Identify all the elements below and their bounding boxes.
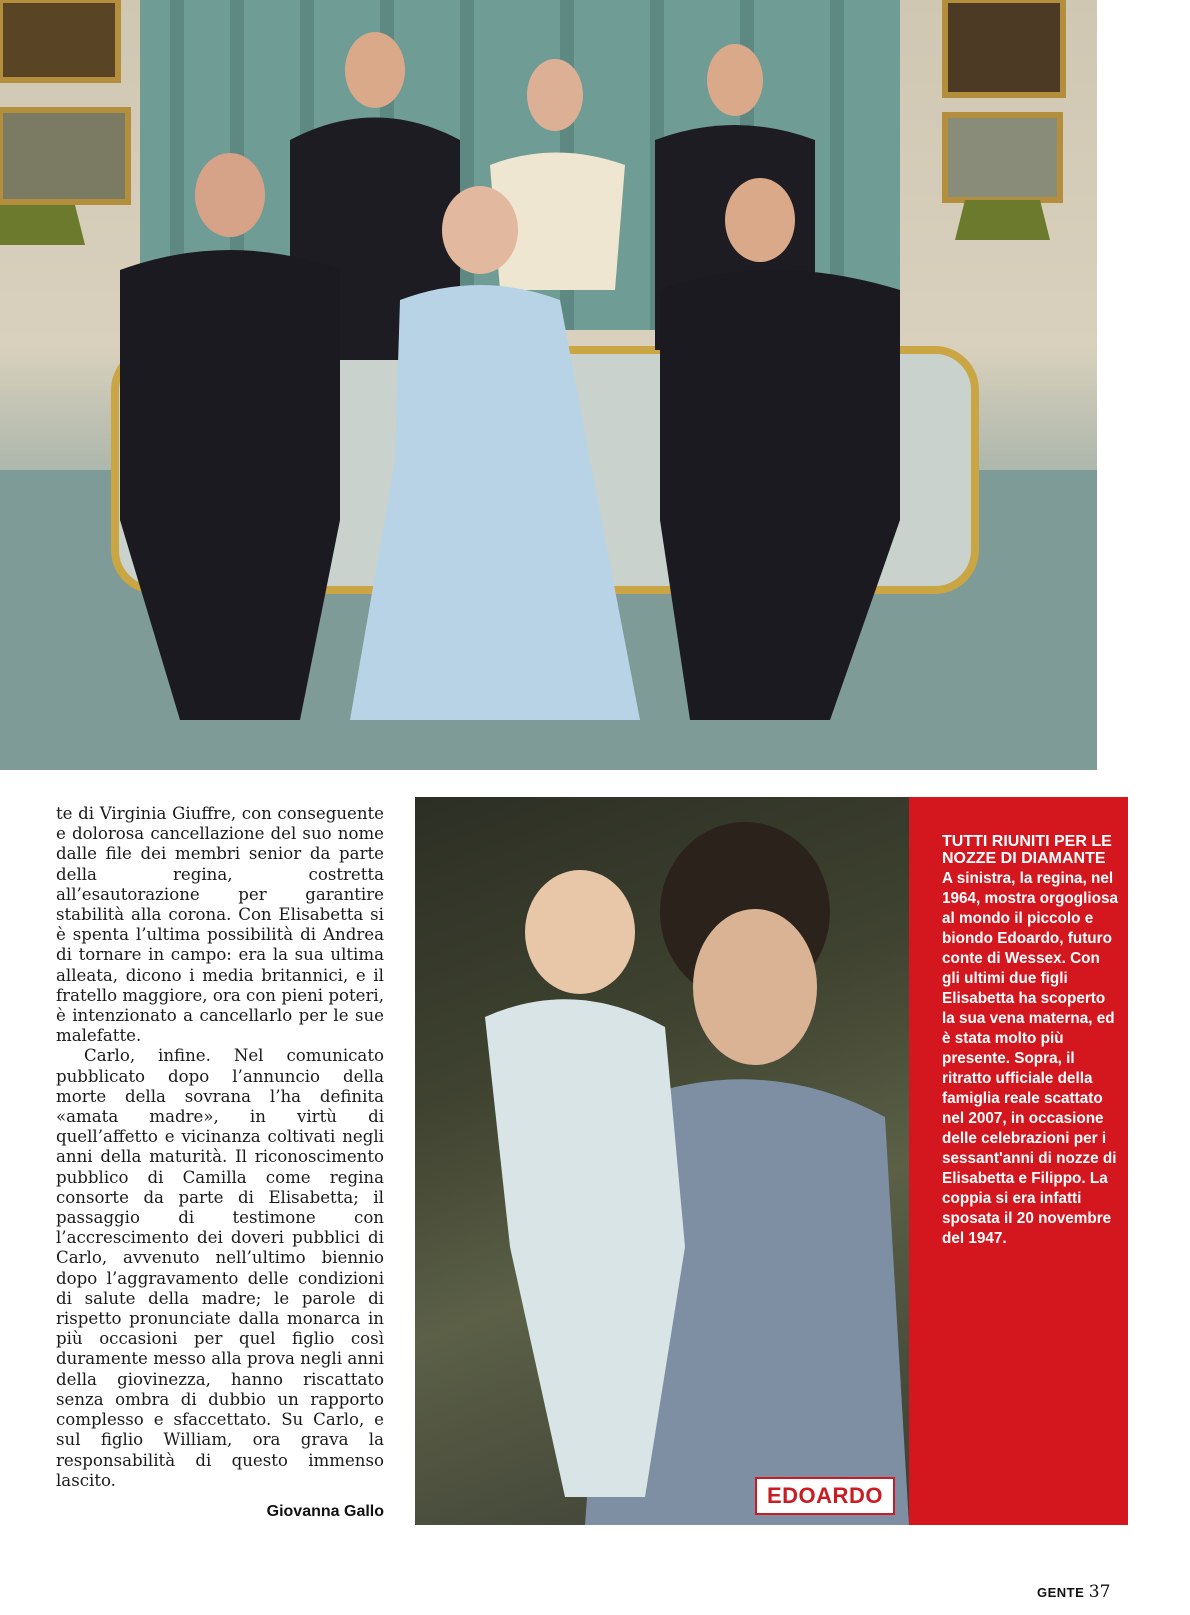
royal-family-illustration bbox=[0, 0, 1097, 770]
person-head-icon bbox=[725, 178, 795, 262]
painting-icon bbox=[0, 110, 128, 202]
queen-with-baby-illustration bbox=[415, 797, 909, 1525]
photo-caption bbox=[909, 797, 1128, 1525]
caption-text: A sinistra, la regina, nel 1964, mostra orgogliosa al mondo il piccolo e biondo Edoardo, futuro conte di Wessex. Con gli ultimi due figli Elisabetta ha scoperto la sua vena materna, ed è stata molto più presente. Sopra, il ritratto ufficiale della famiglia reale scattato nel 2007, in occasione delle celebrazioni per i sessant'anni di nozze di Elisabetta e Filippo. La coppia si era infatti sposata il 20 novembre del 1947. bbox=[942, 870, 1118, 1247]
article-paragraph: te di Virginia Giuffre, con conseguente e dolorosa cancellazione del suo nome dalle file dei membri senior da parte della regina, costretta all’esautorazione per garantire stabilità alla corona. Con Elisabetta si è spenta l’ultima possibilità di Andrea di tornare in campo: era la sua ultima alleata, dicono i media britannici, e il fratello maggiore, ora con pieni poteri, è intenzionato a cancellarlo per le sue malefatte. bbox=[56, 804, 384, 1046]
person-head-icon bbox=[707, 44, 763, 116]
edoardo-label: EDOARDO bbox=[755, 1477, 895, 1515]
painting-icon bbox=[945, 115, 1060, 200]
baby-head-icon bbox=[525, 870, 635, 994]
author-byline: Giovanna Gallo bbox=[266, 1503, 384, 1520]
painting-icon bbox=[0, 0, 118, 80]
article-paragraph: Carlo, infine. Nel comunicato pubblicato dopo l’annuncio della morte della sovrana l’ha definita «amata madre», in virtù di quell’affetto e vicinanza coltivati negli anni della maturità. Il riconoscimento pubblico di Camilla come regina consorte da parte di Elisabetta; il passaggio di testimone con l’accrescimento dei doveri pubblici di Carlo, avvenuto nell’ultimo biennio dopo l’aggravamento delle condizioni di salute della madre; le parole di rispetto pronunciate dalla monarca in più occasioni per quel figlio così duramente messo alla prova negli anni della giovinezza, hanno riscattato senza ombra di dubbio un rapporto complesso e sfaccettato. Su Carlo, e sul figlio William, ora grava la responsabilità di questo immenso lascito. bbox=[56, 1046, 384, 1490]
person-head-icon bbox=[693, 909, 817, 1065]
article-body bbox=[56, 804, 384, 1491]
magazine-name: GENTE bbox=[1037, 1585, 1085, 1600]
queen-with-baby-photo bbox=[415, 797, 909, 1525]
lamp-icon bbox=[0, 205, 85, 245]
page-number: 37 bbox=[1088, 1582, 1111, 1602]
baby-outfit bbox=[485, 999, 685, 1497]
person-head-icon bbox=[345, 32, 405, 108]
person-head-icon bbox=[527, 59, 583, 131]
person-head-icon bbox=[442, 186, 518, 274]
painting-icon bbox=[945, 0, 1063, 95]
caption-title: TUTTI RIUNITI PER LE NOZZE DI DIAMANTE bbox=[942, 833, 1112, 867]
royal-family-photo bbox=[0, 0, 1097, 770]
lamp-icon bbox=[955, 200, 1050, 240]
person-head-icon bbox=[195, 153, 265, 237]
page-folio bbox=[1037, 1582, 1110, 1602]
